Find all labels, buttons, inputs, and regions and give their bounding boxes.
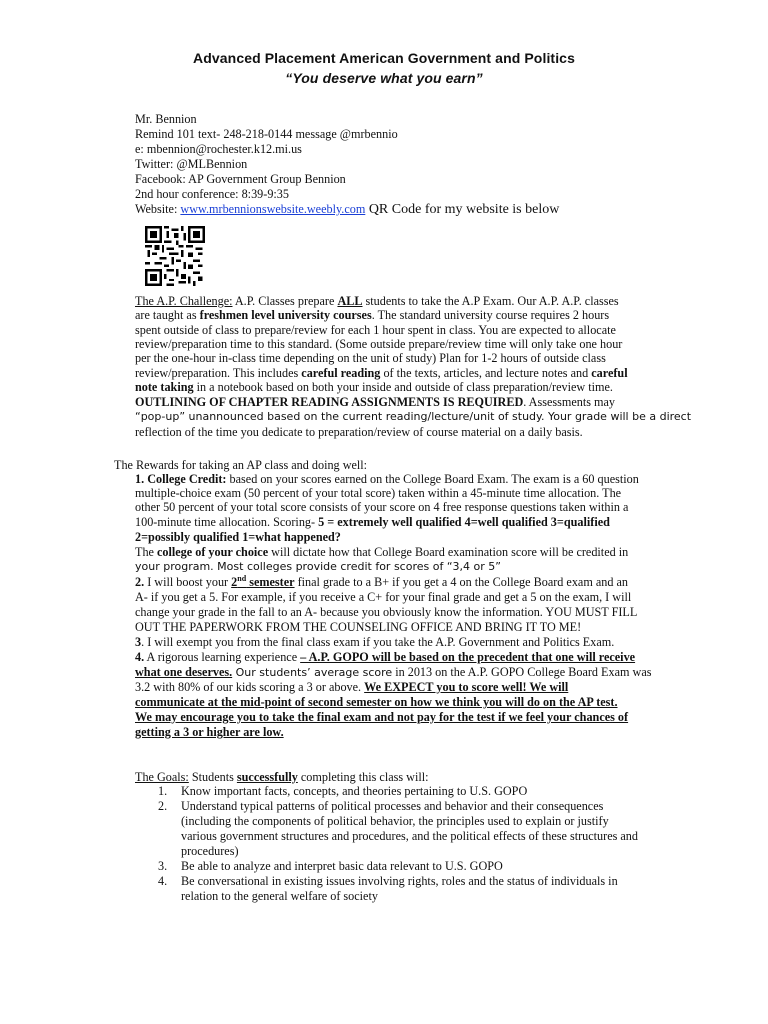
- text-span: . I will exempt you from the final class exam if you take the A.P. Government and Politics Exam.: [141, 635, 615, 649]
- reward-line: change your grade in the fall to an A- because you obviously know the information. YOU MUST FILL: [135, 605, 638, 619]
- reward-line: We may encourage you to take the final exam and not pay for the test if we feel your chances of: [135, 710, 629, 724]
- challenge-heading: The A.P. Challenge:: [135, 294, 233, 308]
- bold-span: college of your choice: [157, 545, 269, 559]
- reward-line: A- if you get a 5. For example, if you receive a C+ for your final grade and get a 5 on the exam, I will: [135, 590, 632, 604]
- bold-span: 2.: [135, 575, 145, 589]
- email-info: e: mbennion@rochester.k12.mi.us: [135, 142, 302, 156]
- reward-line: communicate at the mid-point of second semester on how we think you will do on the AP test.: [135, 695, 618, 709]
- rewards-heading: The Rewards for taking an AP class and doing well:: [114, 458, 368, 472]
- bold-underline-span: – A.P. GOPO will be based on the precedent that one will receive: [300, 650, 636, 664]
- semester-emphasis: [231, 575, 294, 589]
- facebook-info: Facebook: AP Government Group Bennion: [135, 172, 346, 186]
- text-span: Students: [188, 770, 237, 784]
- qr-code-icon[interactable]: [145, 226, 205, 286]
- reward-line: [135, 515, 610, 529]
- reward-line: [135, 650, 635, 664]
- text-span: A.P. Classes prepare: [232, 294, 338, 308]
- reward-line: 2=possibly qualified 1=what happened?: [135, 530, 341, 544]
- conference-info: 2nd hour conference: 8:39-9:35: [135, 187, 289, 201]
- text-span: A rigorous learning experience: [144, 650, 301, 664]
- bold-span: careful: [591, 366, 628, 380]
- reward-line: multiple-choice exam (50 percent of your total score) taken within a 45-minute time allocation. The: [135, 486, 622, 500]
- reward-line: OUT THE PAPERWORK FROM THE COUNSELING OFFICE AND BRING IT TO ME!: [135, 620, 582, 634]
- challenge-line: [135, 294, 619, 308]
- text-span: 100-minute time allocation. Scoring-: [135, 515, 319, 529]
- goal-text: Be able to analyze and interpret basic data relevant to U.S. GOPO: [181, 859, 503, 873]
- challenge-line: [135, 308, 609, 322]
- goal-text: relation to the general welfare of society: [181, 889, 378, 903]
- reward-line: [135, 472, 639, 486]
- goal-text: various government structures and procedures, and the political effects of these structures and: [181, 829, 638, 843]
- goal-text: procedures): [181, 844, 239, 858]
- challenge-line: per the one-hour in-class time depending on the unit of study) Plan for 1-2 hours of outside class: [135, 351, 606, 365]
- reward-line: [135, 575, 628, 589]
- text-span: 3.2 with 80% of our kids scoring a 3 or above.: [135, 680, 365, 694]
- challenge-line: [135, 380, 613, 394]
- website-label: Website:: [135, 202, 181, 216]
- text-span: will dictate how that College Board examination score will be credited in: [268, 545, 629, 559]
- goal-number: 3.: [158, 859, 168, 873]
- teacher-name: Mr. Bennion: [135, 112, 197, 126]
- challenge-line: “pop-up” unannounced based on the current reading/lecture/unit of study. Your grade will be a direct: [135, 410, 692, 423]
- goal-text: (including the components of political behavior, the principles used to explain or justify: [181, 814, 609, 828]
- remind-info: Remind 101 text- 248-218-0144 message @mrbennio: [135, 127, 398, 141]
- text-span: The: [135, 545, 157, 559]
- text-span: based on your scores earned on the College Board Exam. The exam is a 60 question: [226, 472, 639, 486]
- goal-number: 1.: [158, 784, 168, 798]
- bold-span: 1. College Credit:: [135, 472, 227, 486]
- bold-span: 5 = extremely well qualified 4=well qualified 3=qualified: [318, 515, 610, 529]
- website-link[interactable]: www.mrbennionswebsite.weebly.com: [180, 202, 366, 216]
- goal-number: 2.: [158, 799, 168, 813]
- bold-span: note taking: [135, 380, 194, 394]
- text-span: students to take the A.P Exam. Our A.P. A.P. classes: [362, 294, 619, 308]
- superscript: nd: [237, 573, 247, 583]
- text-span: Our students’ average score: [232, 666, 393, 679]
- text-span: of the texts, articles, and lecture notes and: [380, 366, 592, 380]
- reward-line: [135, 635, 614, 649]
- text-span: 2: [231, 575, 238, 589]
- goal-text: Know important facts, concepts, and theories pertaining to U.S. GOPO: [181, 784, 528, 798]
- bold-span: 3: [135, 635, 142, 649]
- text-span: . Assessments may: [523, 395, 616, 409]
- bold-underline-span: We EXPECT you to score well! We will: [364, 680, 569, 694]
- goal-text: Understand typical patterns of political processes and behavior and their consequences: [181, 799, 604, 813]
- challenge-line: spent outside of class to prepare/review for each 1 hour spent in class. You are expected to allocate: [135, 323, 616, 337]
- text-span: completing this class will:: [297, 770, 429, 784]
- twitter-info: Twitter: @MLBennion: [135, 157, 248, 171]
- document-motto: “You deserve what you earn”: [285, 70, 483, 86]
- reward-line: your program. Most colleges provide credit for scores of “3,4 or 5”: [135, 560, 501, 573]
- goals-intro: [135, 770, 429, 784]
- text-span: in 2013 on the A.P. GOPO College Board Exam was: [392, 665, 652, 679]
- bold-underline-span: successfully: [236, 770, 298, 784]
- text-span: are taught as: [135, 308, 200, 322]
- challenge-line: [135, 395, 615, 409]
- text-span: semester: [246, 575, 295, 589]
- reward-line: other 50 percent of your total score consists of your score on 4 free response questions taken within a: [135, 500, 629, 514]
- bold-span: freshmen level university courses: [199, 308, 372, 322]
- emphasis-all: ALL: [337, 294, 363, 308]
- website-line: [135, 202, 559, 217]
- goal-number: 4.: [158, 874, 168, 888]
- challenge-line: review/preparation time to this standard. (Some outside prepare/review time will only take one hour: [135, 337, 623, 351]
- goals-heading: The Goals:: [135, 770, 189, 784]
- text-span: final grade to a B+ if you get a 4 on the College Board exam and an: [294, 575, 629, 589]
- reward-line: [135, 665, 651, 680]
- qr-note: QR Code for my website is below: [365, 202, 560, 217]
- text-span: review/preparation. This includes: [135, 366, 302, 380]
- bold-span: OUTLINING OF CHAPTER READING ASSIGNMENTS IS REQUIRED: [135, 395, 524, 409]
- bold-span: careful reading: [301, 366, 381, 380]
- text-span: in a notebook based on both your inside and outside of class preparation/review time.: [193, 380, 613, 394]
- goal-text: Be conversational in existing issues involving rights, roles and the status of individuals in: [181, 874, 618, 888]
- bold-span: 4.: [135, 650, 145, 664]
- challenge-line: reflection of the time you dedicate to preparation/review of course material on a daily basis.: [135, 425, 583, 439]
- reward-line: getting a 3 or higher are low.: [135, 725, 284, 739]
- text-span: . The standard university course requires 2 hours: [371, 308, 610, 322]
- reward-line: [135, 545, 628, 559]
- challenge-line: [135, 366, 628, 380]
- text-span: I will boost your: [144, 575, 232, 589]
- reward-line: [135, 680, 568, 694]
- document-title: Advanced Placement American Government and Politics: [193, 50, 575, 66]
- bold-underline-span: what one deserves.: [135, 665, 233, 679]
